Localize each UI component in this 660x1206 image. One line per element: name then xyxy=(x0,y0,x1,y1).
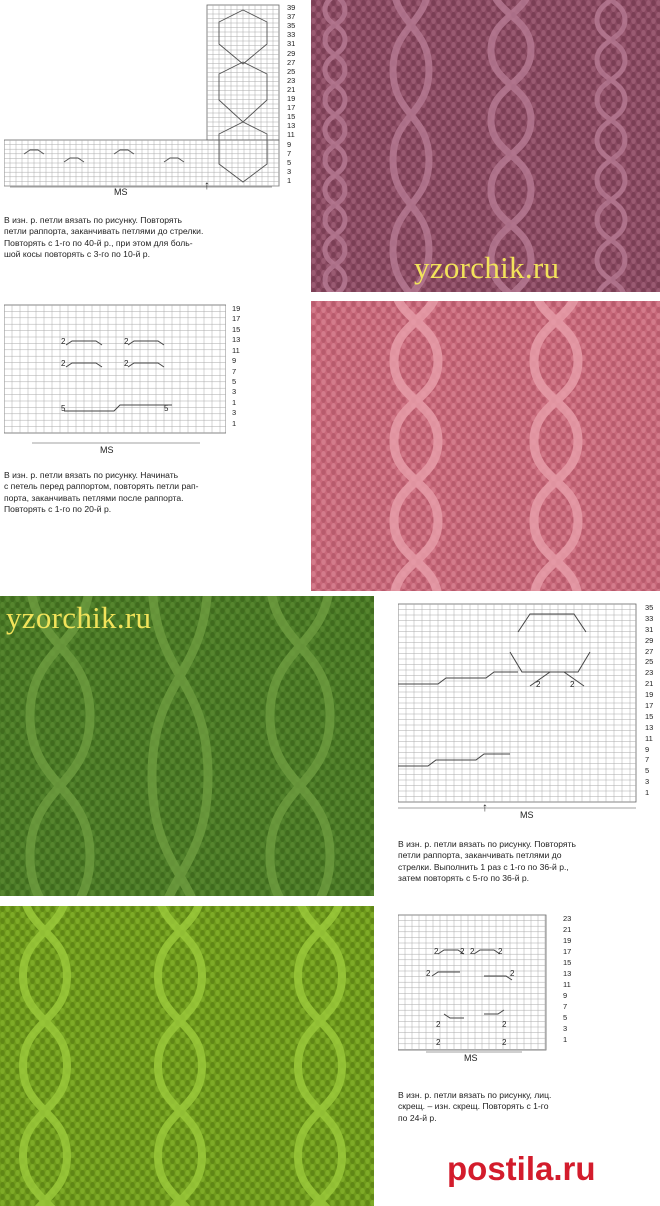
row-number: 19 xyxy=(232,304,241,313)
row-number: 25 xyxy=(645,657,654,667)
pattern2-mark-6: 5 xyxy=(164,404,169,413)
pattern3-grid xyxy=(398,602,638,822)
row-number: 17 xyxy=(232,314,241,324)
pattern2-mark-5: 5 xyxy=(61,404,66,413)
pattern4-mark-6: 2 xyxy=(510,969,515,978)
row-number: 5 xyxy=(645,766,650,776)
knit-photo-lime xyxy=(0,906,374,1206)
row-number: 15 xyxy=(563,958,572,967)
photo-watermark-1: yzorchik.ru xyxy=(414,250,560,285)
row-number: 1 xyxy=(645,788,650,798)
knit-photo-pink xyxy=(311,301,660,591)
row-number: 7 xyxy=(232,366,237,376)
row-number: 23 xyxy=(563,914,572,923)
photo-watermark-2: yzorchik.ru xyxy=(6,600,152,635)
row-number: 9 xyxy=(232,356,237,366)
row-number: 19 xyxy=(287,94,296,103)
pattern4-mark-9: 2 xyxy=(436,1038,441,1047)
pattern4-mark-4: 2 xyxy=(498,947,503,956)
pattern1-ms-label: MS xyxy=(114,187,128,197)
pattern4-mark-2: 2 xyxy=(460,947,465,956)
row-number: 3 xyxy=(232,408,237,418)
row-number: 1 xyxy=(287,175,292,185)
pattern4-row-numbers xyxy=(563,915,577,1047)
pattern2-description: В изн. р. петли вязать по рисунку. Начинать с петель перед раппортом, повторять петли рап- порта, заканчивать петлями после раппорта. Повторять с 1-го по 20-й р. xyxy=(4,470,199,515)
row-number: 7 xyxy=(645,755,650,765)
pattern4-chart xyxy=(398,914,548,1064)
row-number: 29 xyxy=(287,48,296,58)
row-number: 1 xyxy=(232,397,237,407)
row-number: 17 xyxy=(563,947,572,956)
row-number: 13 xyxy=(232,335,241,345)
pattern2-ms-label: MS xyxy=(100,445,114,455)
row-number: 39 xyxy=(287,3,296,12)
pattern2-mark-1: 2 xyxy=(61,337,66,346)
row-number: 7 xyxy=(287,148,292,158)
pattern3-mark-2: 2 xyxy=(570,680,575,689)
row-number: 9 xyxy=(645,744,650,754)
row-number: 33 xyxy=(645,613,654,623)
row-number: 35 xyxy=(645,603,654,612)
pattern4-mark-10: 2 xyxy=(502,1038,507,1047)
pattern1-row-numbers xyxy=(287,4,301,186)
row-number: 11 xyxy=(563,980,571,989)
pattern4-mark-3: 2 xyxy=(470,947,475,956)
pattern2-row-numbers xyxy=(232,305,246,430)
pattern1-grid xyxy=(4,4,284,192)
row-number: 25 xyxy=(287,66,296,76)
pattern2-chart xyxy=(4,303,226,458)
row-number: 5 xyxy=(232,376,237,386)
row-number: 13 xyxy=(645,722,654,732)
pattern3-ms-label: MS xyxy=(520,810,534,820)
row-number: 15 xyxy=(287,112,296,122)
pattern4-mark-7: 2 xyxy=(436,1020,441,1029)
row-number: 37 xyxy=(287,12,296,22)
row-number: 3 xyxy=(232,387,237,397)
row-number: 13 xyxy=(563,969,572,978)
row-number: 17 xyxy=(287,103,296,113)
pattern3-arrow: ↑ xyxy=(482,800,488,814)
row-number: 21 xyxy=(645,679,654,689)
row-number: 15 xyxy=(232,324,241,334)
row-number: 15 xyxy=(645,711,654,721)
pattern3-chart xyxy=(398,602,638,822)
pattern4-ms-label: MS xyxy=(464,1053,478,1063)
row-number: 19 xyxy=(563,936,572,945)
row-number: 11 xyxy=(287,130,295,140)
pattern4-mark-5: 2 xyxy=(426,969,431,978)
pattern4-mark-8: 2 xyxy=(502,1020,507,1029)
row-number: 5 xyxy=(563,1013,568,1022)
row-number: 9 xyxy=(287,139,292,149)
row-number: 31 xyxy=(645,624,654,634)
knit-photo-green xyxy=(0,596,374,896)
pattern3-description: В изн. р. петли вязать по рисунку. Повторять петли раппорта, заканчивать петлями до стрелки. Выполнить 1 раз с 1-го по 36-й р., затем повторять с 5-го по 36-й р. xyxy=(398,839,576,884)
pattern2-mark-2: 2 xyxy=(124,337,129,346)
site-logo: postila.ru xyxy=(447,1150,596,1187)
pattern1-description: В изн. р. петли вязать по рисунку. Повторять петли раппорта, заканчивать петлями до стрелки. Повторять с 1-го по 40-й р., при этом для боль- шой косы повторять с 3-го по 10-й р. xyxy=(4,215,204,260)
row-number: 31 xyxy=(287,39,296,49)
pattern4-mark-1: 2 xyxy=(434,947,439,956)
pattern2-mark-4: 2 xyxy=(124,359,129,368)
row-number: 3 xyxy=(287,166,292,176)
pattern4-grid xyxy=(398,914,548,1064)
row-number: 13 xyxy=(287,121,296,131)
knit-photo-purple xyxy=(311,0,660,292)
row-number: 21 xyxy=(563,925,572,934)
row-number: 11 xyxy=(645,733,653,743)
pattern1-chart xyxy=(4,4,284,197)
pattern4-description: В изн. р. петли вязать по рисунку, лиц. скрещ. – изн. скрещ. Повторять с 1-го по 24-й р. xyxy=(398,1090,552,1123)
row-number: 27 xyxy=(287,57,296,67)
row-number: 27 xyxy=(645,646,654,656)
row-number: 11 xyxy=(232,345,240,355)
row-number: 19 xyxy=(645,690,654,700)
pattern1-arrow: ↑ xyxy=(204,178,210,192)
row-number: 35 xyxy=(287,21,296,31)
pattern2-grid xyxy=(4,303,226,458)
row-number: 9 xyxy=(563,991,568,1000)
row-number: 3 xyxy=(563,1024,568,1033)
row-number: 7 xyxy=(563,1002,568,1011)
row-number: 23 xyxy=(287,75,296,85)
pattern3-mark-1: 2 xyxy=(536,680,541,689)
pattern3-row-numbers xyxy=(645,604,659,800)
row-number: 33 xyxy=(287,30,296,40)
row-number: 21 xyxy=(287,84,296,94)
row-number: 1 xyxy=(563,1035,568,1044)
row-number: 23 xyxy=(645,668,654,678)
row-number: 17 xyxy=(645,701,654,710)
row-number: 1 xyxy=(232,418,237,428)
row-number: 5 xyxy=(287,157,292,167)
row-number: 3 xyxy=(645,777,650,787)
row-number: 29 xyxy=(645,635,654,645)
pattern2-mark-3: 2 xyxy=(61,359,66,368)
